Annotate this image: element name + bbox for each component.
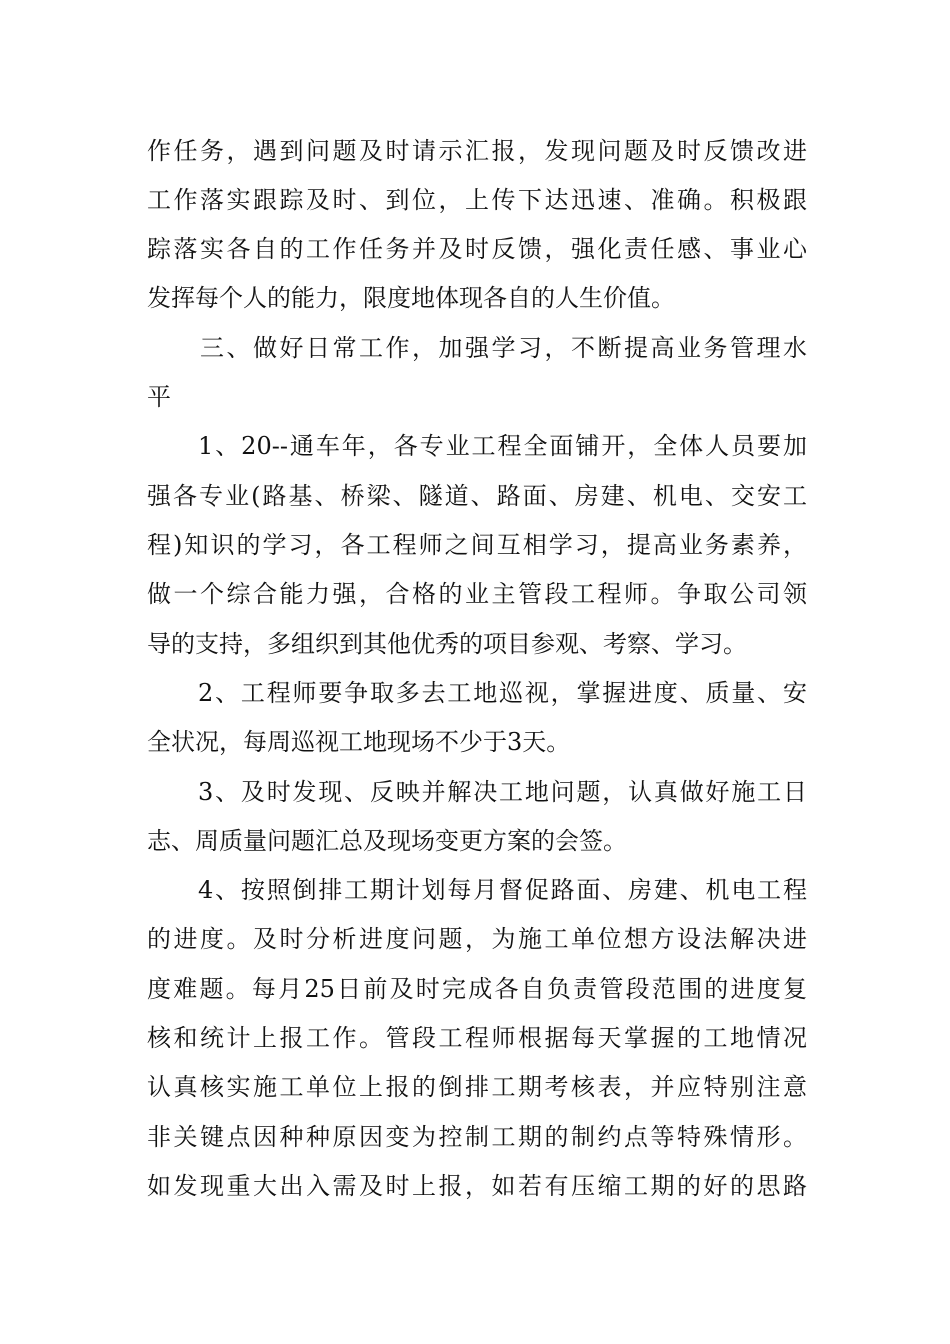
text-line: 导的支持，多组织到其他优秀的项目参观、考察、学习。 <box>147 630 747 658</box>
text-line: 核和统计上报工作。管段工程师根据每天掌握的工地情况 <box>147 1024 807 1052</box>
text-line: 做一个综合能力强，合格的业主管段工程师。争取公司领 <box>147 580 807 608</box>
section-heading-continuation: 平 <box>147 383 171 411</box>
list-item-2-line: 2、工程师要争取多去工地巡视，掌握进度、质量、安 <box>198 679 807 707</box>
section-heading: 三、做好日常工作，加强学习，不断提高业务管理水 <box>200 334 807 362</box>
text-line: 如发现重大出入需及时上报，如若有压缩工期的好的思路 <box>147 1172 807 1200</box>
text-line: 程)知识的学习，各工程师之间互相学习，提高业务素养， <box>147 531 807 559</box>
text-line: 作任务，遇到问题及时请示汇报，发现问题及时反馈改进 <box>147 137 807 165</box>
list-item-4-line: 4、按照倒排工期计划每月督促路面、房建、机电工程 <box>198 876 807 904</box>
text-line: 全状况，每周巡视工地现场不少于3天。 <box>147 728 571 756</box>
text-line: 强各专业(路基、桥梁、隧道、路面、房建、机电、交安工 <box>147 482 807 510</box>
text-line: 发挥每个人的能力，限度地体现各自的人生价值。 <box>147 284 675 312</box>
text-line: 度难题。每月25日前及时完成各自负责管段范围的进度复 <box>147 975 807 1003</box>
text-line: 工作落实跟踪及时、到位，上传下达迅速、准确。积极跟 <box>147 186 807 214</box>
list-item-1-line: 1、20--通车年，各专业工程全面铺开，全体人员要加 <box>198 432 807 460</box>
list-item-3-line: 3、及时发现、反映并解决工地问题，认真做好施工日 <box>198 778 807 806</box>
text-line: 非关键点因种种原因变为控制工期的制约点等特殊情形。 <box>147 1123 807 1151</box>
text-line: 踪落实各自的工作任务并及时反馈，强化责任感、事业心 <box>147 235 807 263</box>
text-line: 志、周质量问题汇总及现场变更方案的会签。 <box>147 827 627 855</box>
text-line: 的进度。及时分析进度问题，为施工单位想方设法解决进 <box>147 925 807 953</box>
text-line: 认真核实施工单位上报的倒排工期考核表，并应特别注意 <box>147 1073 807 1101</box>
